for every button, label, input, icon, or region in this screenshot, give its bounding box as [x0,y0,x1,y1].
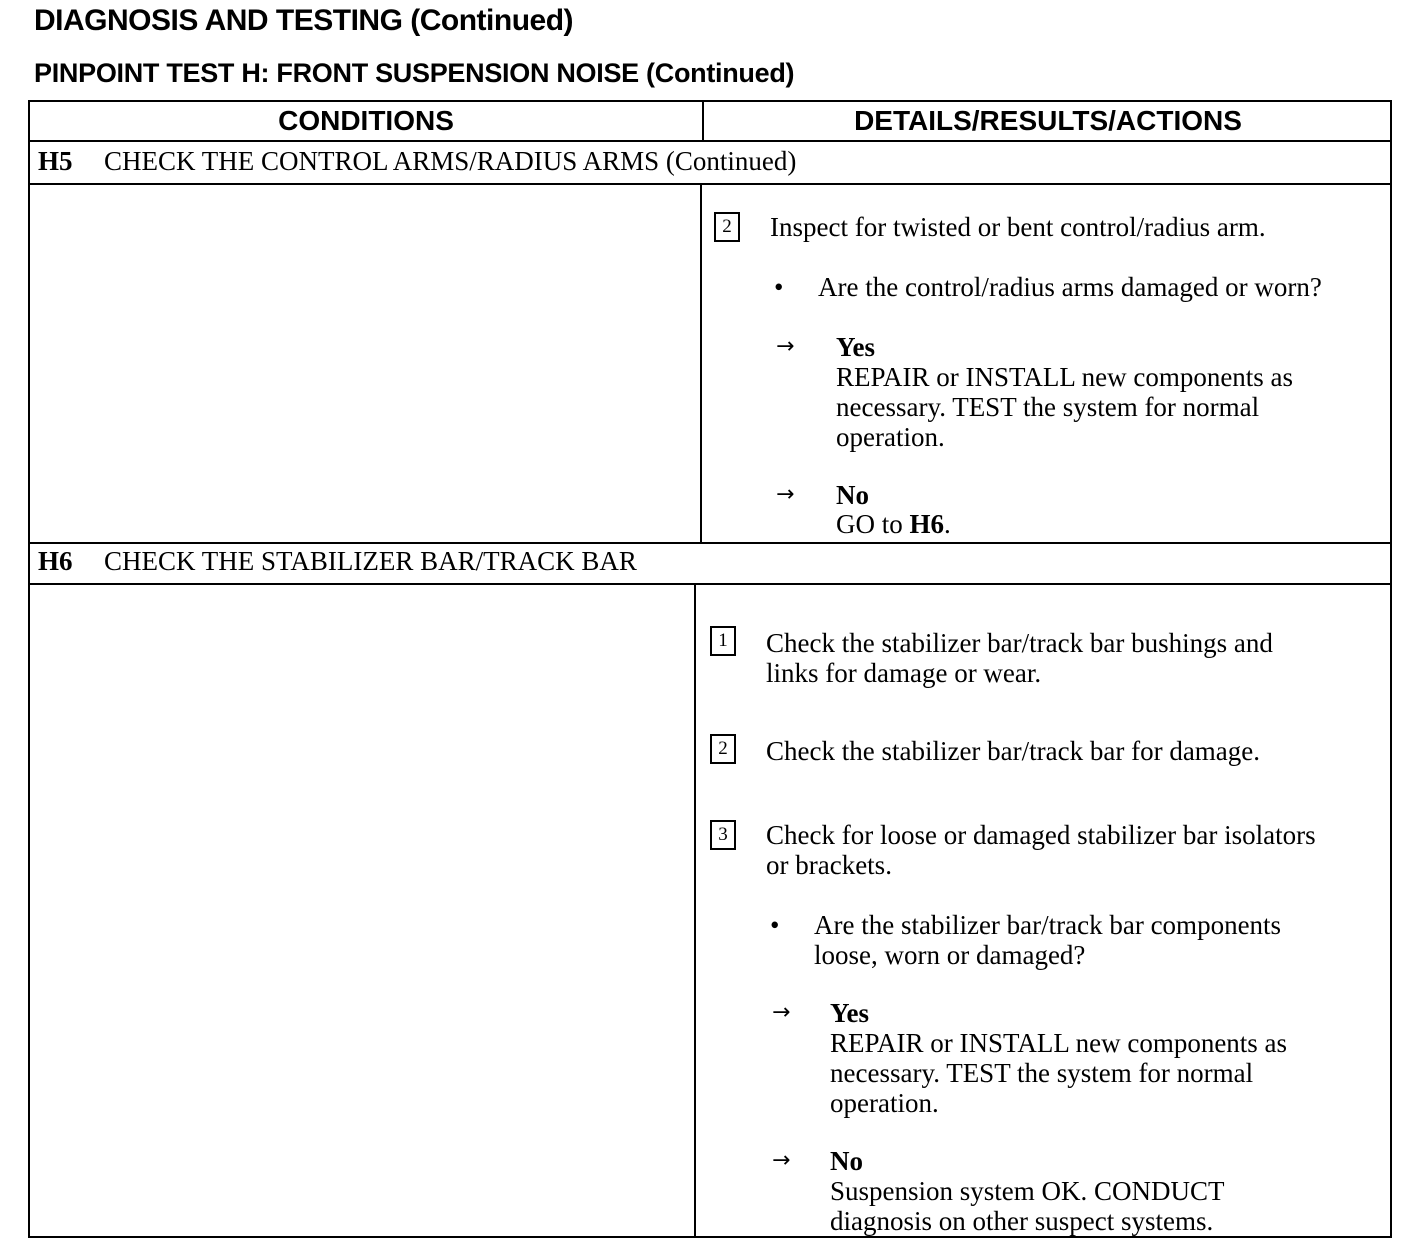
h5-step-id: H5 [38,146,73,176]
h5-yes-action-line2: necessary. TEST the system for normal [836,392,1260,422]
h6-step1-number-box: 1 [710,626,736,656]
h5-no-target[interactable]: H6 [909,509,945,539]
h5-no-prefix: GO to [836,509,910,539]
h5-step-title [38,146,796,177]
h6-step2-number-box: 2 [710,734,736,764]
h5-yes-action-line1: REPAIR or INSTALL new components as [836,362,1294,392]
pinpoint-test-title: PINPOINT TEST H: FRONT SUSPENSION NOISE (Continued) [34,58,795,88]
h6-step1-line2: links for damage or wear. [766,658,1042,688]
h5-no-action [836,509,951,539]
h5-no-arrow-icon: → [776,482,795,507]
h6-step3-line2: or brackets. [766,850,892,880]
h5-yes-arrow-icon: → [776,334,795,359]
h6-step-title-text: CHECK THE STABILIZER BAR/TRACK BAR [104,546,637,576]
header-column-separator [702,102,704,140]
h6-yes-label: Yes [830,998,869,1028]
h6-yes-action-line1: REPAIR or INSTALL new components as [830,1028,1288,1058]
h6-step3-number-box: 3 [710,820,736,850]
h5-step-number-box: 2 [714,212,740,242]
h5-column-separator [700,183,702,542]
pinpoint-test-table [28,100,1392,1238]
page-title: DIAGNOSIS AND TESTING (Continued) [34,4,574,37]
h5-no-suffix: . [944,509,951,539]
h6-step2-text: Check the stabilizer bar/track bar for damage. [766,736,1261,766]
h6-column-separator [694,583,696,1238]
h6-yes-action-line2: necessary. TEST the system for normal [830,1058,1254,1088]
h5-step-text: Inspect for twisted or bent control/radius arm. [770,212,1266,242]
h5-step-title-text: CHECK THE CONTROL ARMS/RADIUS ARMS (Continued) [104,146,797,176]
h6-bullet-icon: • [770,910,780,940]
h6-step1-line1: Check the stabilizer bar/track bar bushings and [766,628,1273,658]
h6-question-line1: Are the stabilizer bar/track bar components [814,910,1282,940]
h6-top-divider [30,542,1390,544]
h6-title-divider [30,583,1390,585]
h6-no-action-line1: Suspension system OK. CONDUCT [830,1176,1225,1206]
h6-step-title [38,546,637,577]
h6-no-action-line2: diagnosis on other suspect systems. [830,1206,1214,1236]
h6-step3-line1: Check for loose or damaged stabilizer bar isolators [766,820,1316,850]
h5-yes-action-line3: operation. [836,422,945,452]
conditions-column-header: CONDITIONS [278,105,454,136]
details-column-header: DETAILS/RESULTS/ACTIONS [854,105,1242,136]
h6-question-line2: loose, worn or damaged? [814,940,1086,970]
h5-title-divider [30,183,1390,185]
h6-yes-arrow-icon: → [772,1000,791,1025]
h6-step-id: H6 [38,546,73,576]
h5-bullet-icon: • [774,272,784,302]
h5-question: Are the control/radius arms damaged or worn? [818,272,1322,302]
h6-no-label: No [830,1146,863,1176]
h5-no-label: No [836,480,869,510]
h6-yes-action-line3: operation. [830,1088,939,1118]
h6-no-arrow-icon: → [772,1148,791,1173]
header-divider [30,140,1390,142]
h5-yes-label: Yes [836,332,875,362]
